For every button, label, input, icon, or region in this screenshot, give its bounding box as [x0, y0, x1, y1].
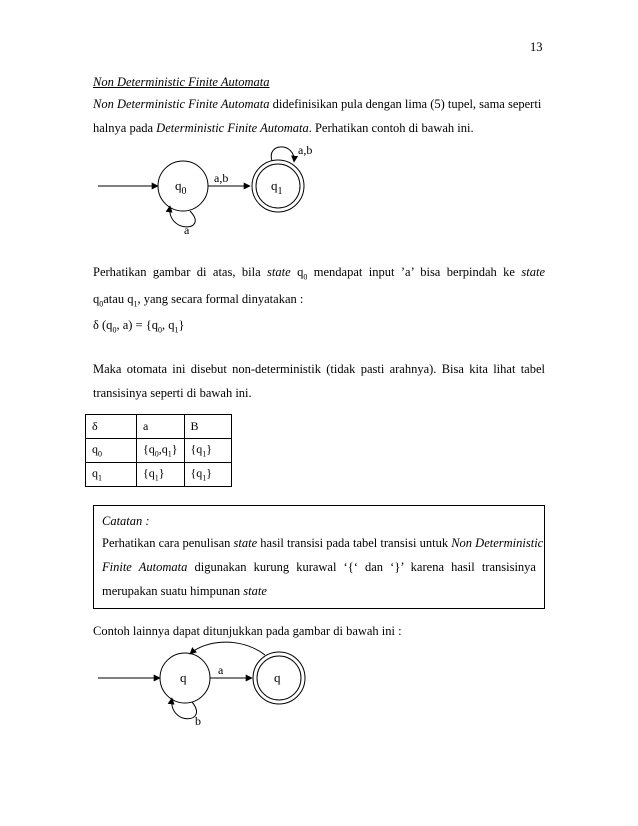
state-q0-label: $q_0$: [175, 178, 187, 197]
state-q1-label: $q_1$: [271, 178, 283, 197]
edge-left-right-label: a: [218, 663, 224, 677]
table-row: [86, 439, 232, 463]
transition-table: [85, 414, 232, 487]
table-header-cell: B: [184, 415, 231, 439]
edge-q0-q1-label: a,b: [214, 171, 229, 185]
table-header-row: [86, 415, 232, 439]
state-left-label: q: [180, 670, 187, 685]
self-loop-left-label: b: [195, 714, 201, 728]
note-line-3: merupakan suatu himpunan state: [102, 584, 267, 598]
table-header-cell: δ: [86, 415, 137, 439]
para4: Contoh lainnya dapat ditunjukkan pada gambar di bawah ini :: [93, 624, 402, 638]
table-cell: $\{q_1\}$: [137, 463, 185, 487]
intro-line-2: halnya pada Deterministic Finite Automata. Perhatikan contoh di bawah ini.: [93, 121, 474, 135]
para3-line-1: Maka otomata ini disebut non-deterministik (tidak pasti arahnya). Bisa kita lihat tabel: [93, 362, 545, 376]
note-line-2: Finite Automata digunakan kurung kurawal ‘{‘ dan ‘}’ karena hasil transisinya: [102, 560, 536, 574]
table-cell: $\{q_1\}$: [184, 463, 231, 487]
table-cell: $\{q_0,q_1\}$: [137, 439, 185, 463]
note-title: Catatan :: [102, 514, 150, 528]
automata-diagram-1: [90, 140, 350, 240]
table-cell: $q_0$: [86, 439, 137, 463]
table-cell: $\{q_1\}$: [184, 439, 231, 463]
page-number: 13: [530, 40, 543, 54]
state-right-label: q: [274, 670, 281, 685]
para2-line-1: Perhatikan gambar di atas, bila state $q_0$ mendapat input ’a’ bisa berpindah ke state: [93, 265, 545, 282]
para2-line-2: $q_0atau$ $q_1$, yang secara formal dinyatakan :: [93, 292, 304, 309]
table-row: [86, 463, 232, 487]
note-box: [93, 505, 545, 609]
table-cell: $q_1$: [86, 463, 137, 487]
intro-line-1: Non Deterministic Finite Automata didefinisikan pula dengan lima (5) tupel, sama seperti: [93, 97, 542, 111]
self-loop-q0-label: a: [184, 223, 190, 237]
section-heading: Non Deterministic Finite Automata: [93, 75, 270, 89]
table-header-cell: a: [137, 415, 185, 439]
para3-line-2: transisinya seperti di bawah ini.: [93, 386, 252, 400]
self-loop-q1-label: a,b: [298, 143, 313, 157]
edge-right-left: [190, 642, 265, 655]
transition-formula: δ ($q_0$, $a) = \{q_0$, $q_1$}: [93, 318, 185, 335]
automata-diagram-2: [90, 640, 330, 730]
note-line-1: Perhatikan cara penulisan state hasil transisi pada tabel transisi untuk Non Deterministic: [102, 536, 544, 550]
